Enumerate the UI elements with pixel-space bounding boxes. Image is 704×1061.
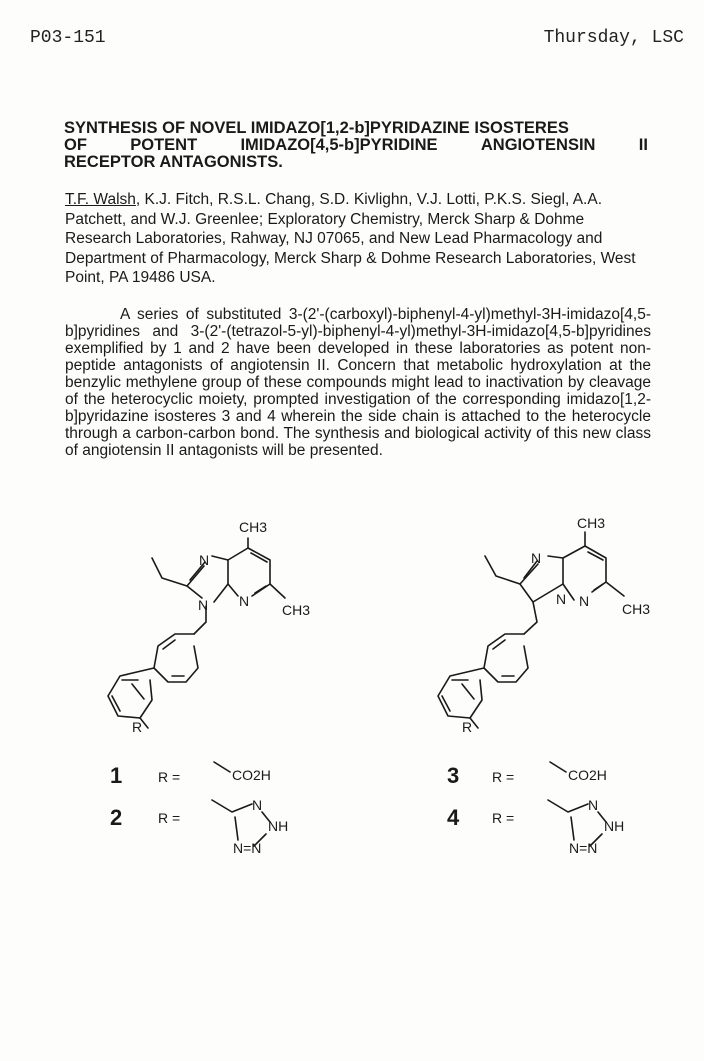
title-word: OF [64, 136, 87, 154]
nitrogen-label: N [531, 550, 542, 566]
methyl-label: CH3 [577, 515, 606, 531]
r-equals: R = [158, 810, 181, 826]
nitrogen-label: N [239, 593, 250, 609]
methyl-label: CH3 [239, 519, 268, 535]
title-word: II [638, 136, 648, 154]
r-label: R [462, 719, 473, 735]
compound-number: 3 [447, 763, 460, 788]
title-word: IMIDAZO[4,5-b]PYRIDINE [240, 136, 438, 154]
tetrazole-nh: NH [604, 818, 625, 834]
title-line-1: SYNTHESIS OF NOVEL IMIDAZO[1,2-b]PYRIDAZINE ISOSTERES [64, 119, 569, 137]
session-day: Thursday, LSC [543, 28, 684, 48]
r-equals: R = [492, 810, 515, 826]
tetrazole-nn: N=N [569, 840, 598, 856]
abstract-paragraph: A series of substituted 3-(2'-(carboxyl)-biphenyl-4-yl)methyl-3H-imidazo[4,5-b]pyridines and 3-(2'-(tetrazol-5-yl)-biphenyl-4-yl)methyl-3H-imidazo[4,5-b]pyridines exemplified by 1 and 2 have been developed in these laboratories as potent non-peptide antagonists of angiotensin II. Concern that metabolic hydroxylation at the benzylic methylene group of these compounds might lead to inactivation by cleavage of the heterocyclic moiety, prompted investigation of the corresponding imidazo[1,2-b]pyridazine isosteres 3 and 4 wherein the side chain is attached to the heterocycle through a carbon-carbon bond. The synthesis and biological activity of this new class of angiotensin II antagonists will be presented. [65, 306, 651, 459]
tetrazole-nh: NH [268, 818, 289, 834]
structure-imidazopyridine [108, 519, 310, 735]
abstract-code: P03-151 [30, 28, 106, 48]
presenting-author: T.F. Walsh [65, 191, 136, 208]
title-word: ANGIOTENSIN [480, 136, 596, 154]
tetrazole-n: N [588, 797, 599, 813]
author-list: , K.J. Fitch, R.S.L. Chang, S.D. Kivlighn, V.J. Lotti, P.K.S. Siegl, A.A. Patchett, and W.J. Greenlee; Exploratory Chemistry, Merck Sharp & Dohme Research Laboratories, Rahway, NJ 07065, and New Lead Pharmacology and Department of Pharmacology, Merck Sharp & Dohme Research Laboratories, West Point, PA 19486 USA. [65, 191, 636, 286]
nitrogen-label: N [556, 591, 567, 607]
r-equals: R = [158, 769, 181, 785]
r-equals: R = [492, 769, 515, 785]
compound-number: 1 [110, 763, 123, 788]
methyl-label: CH3 [282, 602, 311, 618]
nitrogen-label: N [579, 593, 590, 609]
methyl-label: CH3 [622, 601, 651, 617]
title-word: POTENT [130, 136, 198, 154]
tetrazole-n: N [252, 797, 263, 813]
compound-4 [447, 797, 624, 856]
compound-number: 4 [447, 805, 460, 830]
compound-1 [110, 762, 271, 788]
compound-number: 2 [110, 805, 123, 830]
nitrogen-label: N [199, 552, 210, 568]
structure-imidazopyridazine [438, 515, 650, 735]
title-line-3: RECEPTOR ANTAGONISTS. [64, 153, 283, 171]
compound-3 [447, 762, 607, 788]
nitrogen-label: N [198, 597, 209, 613]
r-label: R [132, 719, 143, 735]
tetrazole-nn: N=N [233, 840, 262, 856]
carboxyl-label: CO2H [568, 767, 607, 783]
compound-2 [110, 797, 288, 856]
carboxyl-label: CO2H [232, 767, 271, 783]
